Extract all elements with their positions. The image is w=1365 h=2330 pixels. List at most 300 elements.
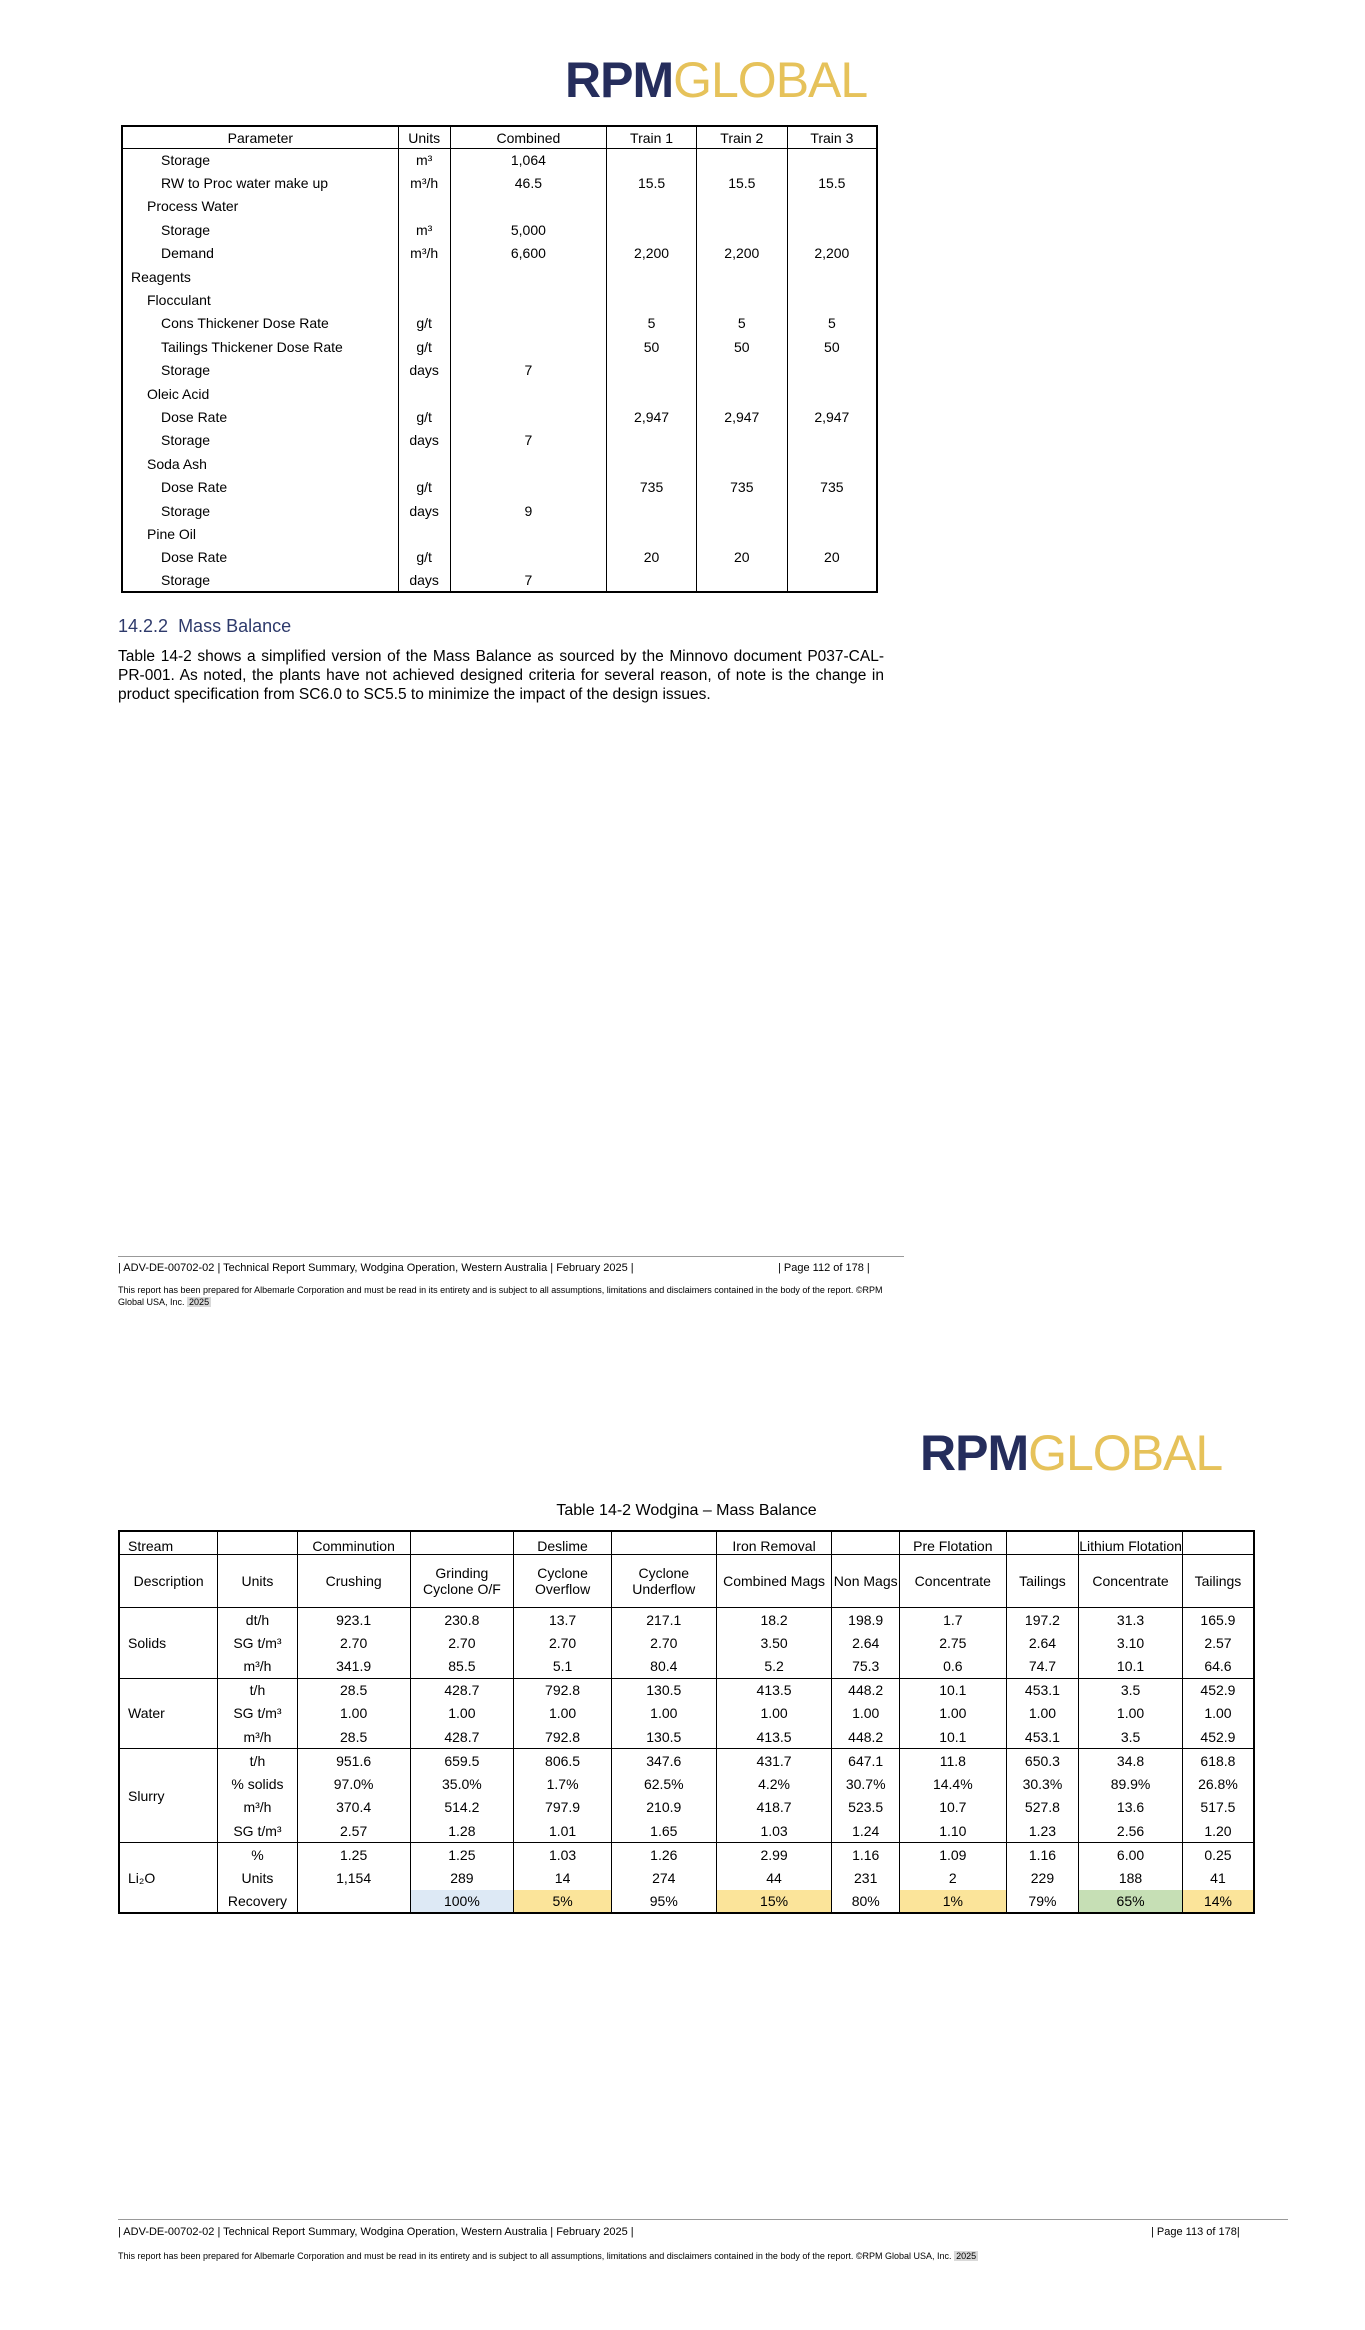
header-row-description [119, 1555, 1254, 1608]
table-cell [607, 148, 697, 171]
table-cell: 64.6 [1182, 1655, 1254, 1679]
footer-text: | ADV-DE-00702-02 | Technical Report Summary, Wodgina Operation, Western Australia | February 2025 | [118, 1262, 634, 1274]
table-cell: 230.8 [410, 1608, 514, 1632]
table-cell: 1% [899, 1890, 1006, 1914]
disclaimer-year: 2025 [189, 1297, 210, 1307]
table-row [122, 405, 877, 428]
table-cell: 1.03 [716, 1819, 832, 1843]
table-row [122, 242, 877, 265]
column-header: Train 2 [696, 126, 787, 148]
rpm-global-logo [565, 52, 868, 108]
table-cell: 1.00 [1006, 1702, 1079, 1726]
table-row [122, 218, 877, 241]
table-cell: t/h [218, 1749, 298, 1773]
table-row [122, 475, 877, 498]
table-cell [696, 452, 787, 475]
table-row [119, 1655, 1254, 1679]
table-cell [297, 1890, 410, 1914]
table-cell: 2,200 [696, 242, 787, 265]
table-cell: 1.26 [611, 1843, 716, 1867]
table-cell: 1.01 [514, 1819, 612, 1843]
table-cell: Process Water [122, 195, 398, 218]
table-row [122, 522, 877, 545]
table-cell: 1.16 [1006, 1843, 1079, 1867]
table-cell: 0.25 [1182, 1843, 1254, 1867]
table-cell [450, 382, 607, 405]
table-cell: 2.70 [611, 1631, 716, 1655]
table-cell: 797.9 [514, 1796, 612, 1820]
table-cell: 2.64 [1006, 1631, 1079, 1655]
table-cell: 2.70 [297, 1631, 410, 1655]
column-header: Cyclone Overflow [514, 1555, 612, 1608]
column-group-header [832, 1531, 899, 1555]
table-cell: days [398, 429, 450, 452]
table-cell: 1.09 [899, 1843, 1006, 1867]
parameter-table [121, 125, 878, 593]
table-cell: 2.57 [297, 1819, 410, 1843]
table-cell: 20 [607, 546, 697, 569]
table-cell [696, 429, 787, 452]
table-cell [787, 288, 877, 311]
table-cell: 26.8% [1182, 1772, 1254, 1796]
table-cell: 5 [787, 312, 877, 335]
table-cell: Storage [122, 569, 398, 592]
table-cell [787, 382, 877, 405]
table-row [122, 429, 877, 452]
table-caption: Table 14-2 Wodgina – Mass Balance [556, 1502, 817, 1519]
table-cell: Flocculant [122, 288, 398, 311]
column-header: Grinding Cyclone O/F [410, 1555, 514, 1608]
table-cell: 650.3 [1006, 1749, 1079, 1773]
footer-divider [118, 1256, 904, 1257]
table-cell: days [398, 359, 450, 382]
table-cell: 50 [787, 335, 877, 358]
table-cell: 431.7 [716, 1749, 832, 1773]
disclaimer-text: This report has been prepared for Albemarle Corporation and must be read in its entirety and is subject to all assumptions, limitations and disclaimers contained in the body of the report. ©RPM Global USA, Inc. [118, 1285, 883, 1307]
table-cell: 20 [787, 546, 877, 569]
table-cell [696, 499, 787, 522]
table-cell: days [398, 499, 450, 522]
table-cell [787, 359, 877, 382]
table-cell: 5.1 [514, 1655, 612, 1679]
table-cell: 100% [410, 1890, 514, 1914]
table-cell: 3.10 [1079, 1631, 1183, 1655]
table-cell: 289 [410, 1866, 514, 1890]
logo-rpm: RPM [920, 1425, 1029, 1481]
table-cell [398, 288, 450, 311]
table-cell: 517.5 [1182, 1796, 1254, 1820]
column-header: Crushing [297, 1555, 410, 1608]
table-cell: m³ [398, 218, 450, 241]
table-cell: 1.25 [410, 1843, 514, 1867]
footer-disclaimer [118, 2250, 1258, 2262]
table-row [119, 1796, 1254, 1820]
column-header: Combined [450, 126, 607, 148]
table-cell: 18.2 [716, 1608, 832, 1632]
logo-rpm: RPM [565, 52, 674, 108]
table-cell [696, 522, 787, 545]
column-group-header [1182, 1531, 1254, 1555]
table-cell: 130.5 [611, 1678, 716, 1702]
table-cell: 198.9 [832, 1608, 899, 1632]
table-cell: g/t [398, 405, 450, 428]
table-cell: 1.65 [611, 1819, 716, 1843]
table-cell: 418.7 [716, 1796, 832, 1820]
table-cell: 79% [1006, 1890, 1079, 1914]
footer-disclaimer [118, 1284, 888, 1308]
table-cell: 618.8 [1182, 1749, 1254, 1773]
column-header: Concentrate [1079, 1555, 1183, 1608]
table-cell: 1.00 [297, 1702, 410, 1726]
column-group-header [218, 1531, 298, 1555]
table-cell: 85.5 [410, 1655, 514, 1679]
table-cell: t/h [218, 1678, 298, 1702]
table-cell: 2.57 [1182, 1631, 1254, 1655]
table-cell: 62.5% [611, 1772, 716, 1796]
table-cell: 41 [1182, 1866, 1254, 1890]
table-cell [787, 452, 877, 475]
column-header: Units [218, 1555, 298, 1608]
table-cell: m³/h [398, 242, 450, 265]
table-row [119, 1749, 1254, 1773]
table-cell: 1.00 [611, 1702, 716, 1726]
table-cell: 34.8 [1079, 1749, 1183, 1773]
table-cell [607, 265, 697, 288]
table-cell [450, 312, 607, 335]
table-cell: 3.50 [716, 1631, 832, 1655]
column-header: Parameter [122, 126, 398, 148]
table-cell: 1.23 [1006, 1819, 1079, 1843]
table-cell: 2.75 [899, 1631, 1006, 1655]
table-cell: Oleic Acid [122, 382, 398, 405]
table-cell: 14.4% [899, 1772, 1006, 1796]
table-cell [696, 218, 787, 241]
table-cell: 13.6 [1079, 1796, 1183, 1820]
table-row [119, 1702, 1254, 1726]
column-group-header: Deslime [514, 1531, 612, 1555]
table-cell: m³/h [398, 171, 450, 194]
table-cell [787, 429, 877, 452]
table-cell: 46.5 [450, 171, 607, 194]
row-group-label: Slurry [119, 1749, 218, 1843]
table-cell [450, 195, 607, 218]
table-cell: 370.4 [297, 1796, 410, 1820]
table-cell: 1.10 [899, 1819, 1006, 1843]
table-cell: 217.1 [611, 1608, 716, 1632]
table-cell: 210.9 [611, 1796, 716, 1820]
column-header: Combined Mags [716, 1555, 832, 1608]
table-cell [787, 522, 877, 545]
table-cell: 5% [514, 1890, 612, 1914]
header-row-stream [119, 1531, 1254, 1555]
table-cell: 7 [450, 569, 607, 592]
row-group-label: Solids [119, 1608, 218, 1679]
table-cell: 15% [716, 1890, 832, 1914]
column-group-header [1006, 1531, 1079, 1555]
table-row [122, 312, 877, 335]
column-group-header: Pre Flotation [899, 1531, 1006, 1555]
table-cell [696, 195, 787, 218]
table-row [122, 148, 877, 171]
table-cell: 0.6 [899, 1655, 1006, 1679]
table-cell: 1,064 [450, 148, 607, 171]
table-cell [787, 569, 877, 592]
table-cell: 44 [716, 1866, 832, 1890]
table-cell: 2,947 [787, 405, 877, 428]
table-cell: 1.20 [1182, 1819, 1254, 1843]
column-group-header: Iron Removal [716, 1531, 832, 1555]
table-cell [398, 522, 450, 545]
table-cell: SG t/m³ [218, 1819, 298, 1843]
table-cell [398, 195, 450, 218]
table-cell: 30.3% [1006, 1772, 1079, 1796]
table-cell: Units [218, 1866, 298, 1890]
table-row [122, 195, 877, 218]
column-header: Train 1 [607, 126, 697, 148]
table-cell: Dose Rate [122, 405, 398, 428]
table-cell: 1.24 [832, 1819, 899, 1843]
section-heading [118, 616, 291, 637]
table-row [119, 1772, 1254, 1796]
table-cell: 14 [514, 1866, 612, 1890]
table-cell: 10.7 [899, 1796, 1006, 1820]
table-row [122, 265, 877, 288]
footer-page-number: | Page 112 of 178 | [778, 1262, 870, 1274]
table-cell: 792.8 [514, 1725, 612, 1749]
table-cell: 1.00 [716, 1702, 832, 1726]
table-cell: 3.5 [1079, 1725, 1183, 1749]
table-cell: 413.5 [716, 1678, 832, 1702]
column-group-header: Comminution [297, 1531, 410, 1555]
table-cell: 75.3 [832, 1655, 899, 1679]
table-cell: % [218, 1843, 298, 1867]
table-cell: % solids [218, 1772, 298, 1796]
table-row [122, 452, 877, 475]
table-cell: 923.1 [297, 1608, 410, 1632]
table-cell: 165.9 [1182, 1608, 1254, 1632]
table-cell [696, 265, 787, 288]
table-cell: Storage [122, 429, 398, 452]
table-cell: 413.5 [716, 1725, 832, 1749]
table-row [119, 1678, 1254, 1702]
table-cell: g/t [398, 475, 450, 498]
table-cell: 659.5 [410, 1749, 514, 1773]
table-row [119, 1890, 1254, 1914]
table-cell: days [398, 569, 450, 592]
table-row [119, 1725, 1254, 1749]
table-cell: 735 [787, 475, 877, 498]
table-cell: Pine Oil [122, 522, 398, 545]
table-cell: 1.7 [899, 1608, 1006, 1632]
table-cell [787, 218, 877, 241]
table-cell: 523.5 [832, 1796, 899, 1820]
table-cell: 6,600 [450, 242, 607, 265]
table-cell: 453.1 [1006, 1678, 1079, 1702]
table-cell: 28.5 [297, 1725, 410, 1749]
section-title: Mass Balance [178, 616, 292, 636]
table-cell: 428.7 [410, 1725, 514, 1749]
table-cell: 35.0% [410, 1772, 514, 1796]
table-cell: 1.03 [514, 1843, 612, 1867]
table-cell [450, 475, 607, 498]
table-cell: 28.5 [297, 1678, 410, 1702]
table-cell: m³/h [218, 1655, 298, 1679]
table-cell: 2 [899, 1866, 1006, 1890]
table-cell [398, 452, 450, 475]
table-cell: Storage [122, 499, 398, 522]
table-row [122, 382, 877, 405]
footer-divider [118, 2219, 1288, 2220]
table-cell: 188 [1079, 1866, 1183, 1890]
table-cell [450, 546, 607, 569]
column-header: Units [398, 126, 450, 148]
table-cell: g/t [398, 546, 450, 569]
table-row [122, 546, 877, 569]
column-group-header: Stream [119, 1531, 218, 1555]
table-cell: Recovery [218, 1890, 298, 1914]
section-number: 14.2.2 [118, 616, 169, 636]
table-cell: dt/h [218, 1608, 298, 1632]
mass-balance-body [119, 1531, 1254, 1913]
table-cell: 95% [611, 1890, 716, 1914]
column-header: Tailings [1006, 1555, 1079, 1608]
table-cell: Storage [122, 148, 398, 171]
table-cell: 5,000 [450, 218, 607, 241]
column-group-header: Lithium Flotation [1079, 1531, 1183, 1555]
table-cell: 806.5 [514, 1749, 612, 1773]
table-cell: 1.00 [410, 1702, 514, 1726]
table-cell: 89.9% [1079, 1772, 1183, 1796]
table-cell: 30.7% [832, 1772, 899, 1796]
column-header: Train 3 [787, 126, 877, 148]
table-cell: 452.9 [1182, 1725, 1254, 1749]
table-cell: 10.1 [899, 1678, 1006, 1702]
table-cell: m³/h [218, 1796, 298, 1820]
table-cell: 10.1 [899, 1725, 1006, 1749]
column-header: Tailings [1182, 1555, 1254, 1608]
table-cell: m³ [398, 148, 450, 171]
table-cell: 1.00 [1182, 1702, 1254, 1726]
table-cell [696, 148, 787, 171]
table-row [122, 288, 877, 311]
table-cell: 2,947 [607, 405, 697, 428]
table-cell [787, 195, 877, 218]
table-cell: 1.28 [410, 1819, 514, 1843]
table-cell: Storage [122, 218, 398, 241]
table-cell: 448.2 [832, 1678, 899, 1702]
table-cell: 130.5 [611, 1725, 716, 1749]
table-cell: 97.0% [297, 1772, 410, 1796]
table-cell: 9 [450, 499, 607, 522]
table-cell [607, 382, 697, 405]
table-cell: g/t [398, 312, 450, 335]
table-cell: 347.6 [611, 1749, 716, 1773]
table-cell: 792.8 [514, 1678, 612, 1702]
section-paragraph: Table 14-2 shows a simplified version of the Mass Balance as sourced by the Minnovo document P037-CAL-PR-001. As noted, the plants have not achieved designed criteria for several reason, of note is the change in product specification from SC6.0 to SC5.5 to minimize the impact of the design issues. [118, 648, 884, 703]
table-cell: Dose Rate [122, 546, 398, 569]
table-row [122, 171, 877, 194]
parameter-table-body [122, 148, 877, 592]
table-cell: 2.56 [1079, 1819, 1183, 1843]
table-cell: 2.70 [410, 1631, 514, 1655]
table-cell: 50 [607, 335, 697, 358]
table-cell: 15.5 [607, 171, 697, 194]
table-row [119, 1819, 1254, 1843]
table-row [119, 1608, 1254, 1632]
column-header: Cyclone Underflow [611, 1555, 716, 1608]
table-cell: Dose Rate [122, 475, 398, 498]
table-cell: Tailings Thickener Dose Rate [122, 335, 398, 358]
table-cell [607, 195, 697, 218]
table-cell: Cons Thickener Dose Rate [122, 312, 398, 335]
table-cell [450, 522, 607, 545]
table-cell [696, 569, 787, 592]
table-cell: 31.3 [1079, 1608, 1183, 1632]
table-cell: 453.1 [1006, 1725, 1079, 1749]
table-cell [696, 288, 787, 311]
table-cell: 1.00 [1079, 1702, 1183, 1726]
table-cell: 514.2 [410, 1796, 514, 1820]
table-row [119, 1631, 1254, 1655]
column-group-header [611, 1531, 716, 1555]
table-row [119, 1843, 1254, 1867]
table-cell: 341.9 [297, 1655, 410, 1679]
table-cell: 1.16 [832, 1843, 899, 1867]
table-cell: 13.7 [514, 1608, 612, 1632]
table-cell: 2,200 [607, 242, 697, 265]
table-cell: 4.2% [716, 1772, 832, 1796]
table-cell [696, 359, 787, 382]
table-cell: 527.8 [1006, 1796, 1079, 1820]
table-cell: SG t/m³ [218, 1702, 298, 1726]
table-cell [398, 382, 450, 405]
table-cell: 2,200 [787, 242, 877, 265]
table-cell [607, 569, 697, 592]
table-cell [450, 405, 607, 428]
table-cell: 7 [450, 429, 607, 452]
footer-text: | ADV-DE-00702-02 | Technical Report Summary, Wodgina Operation, Western Australia | February 2025 | [118, 2226, 634, 2238]
table-cell: 229 [1006, 1866, 1079, 1890]
table-cell: 20 [696, 546, 787, 569]
table-cell: RW to Proc water make up [122, 171, 398, 194]
table-cell [787, 265, 877, 288]
table-cell: 428.7 [410, 1678, 514, 1702]
table-row [122, 359, 877, 382]
row-group-label: Li₂O [119, 1843, 218, 1914]
table-cell [607, 429, 697, 452]
column-group-header [410, 1531, 514, 1555]
table-cell: 14% [1182, 1890, 1254, 1914]
table-cell: 951.6 [297, 1749, 410, 1773]
table-cell: 3.5 [1079, 1678, 1183, 1702]
table-cell [607, 218, 697, 241]
table-row [122, 569, 877, 592]
table-cell: Soda Ash [122, 452, 398, 475]
table-cell: 80% [832, 1890, 899, 1914]
table-cell: g/t [398, 335, 450, 358]
table-cell: 74.7 [1006, 1655, 1079, 1679]
table-cell: 5.2 [716, 1655, 832, 1679]
table-cell: 10.1 [1079, 1655, 1183, 1679]
table-cell: 452.9 [1182, 1678, 1254, 1702]
table-cell [450, 265, 607, 288]
table-cell: 735 [696, 475, 787, 498]
table-cell: 448.2 [832, 1725, 899, 1749]
table-row [122, 335, 877, 358]
table-cell [696, 382, 787, 405]
rpm-global-logo [920, 1425, 1223, 1481]
table-cell: 647.1 [832, 1749, 899, 1773]
